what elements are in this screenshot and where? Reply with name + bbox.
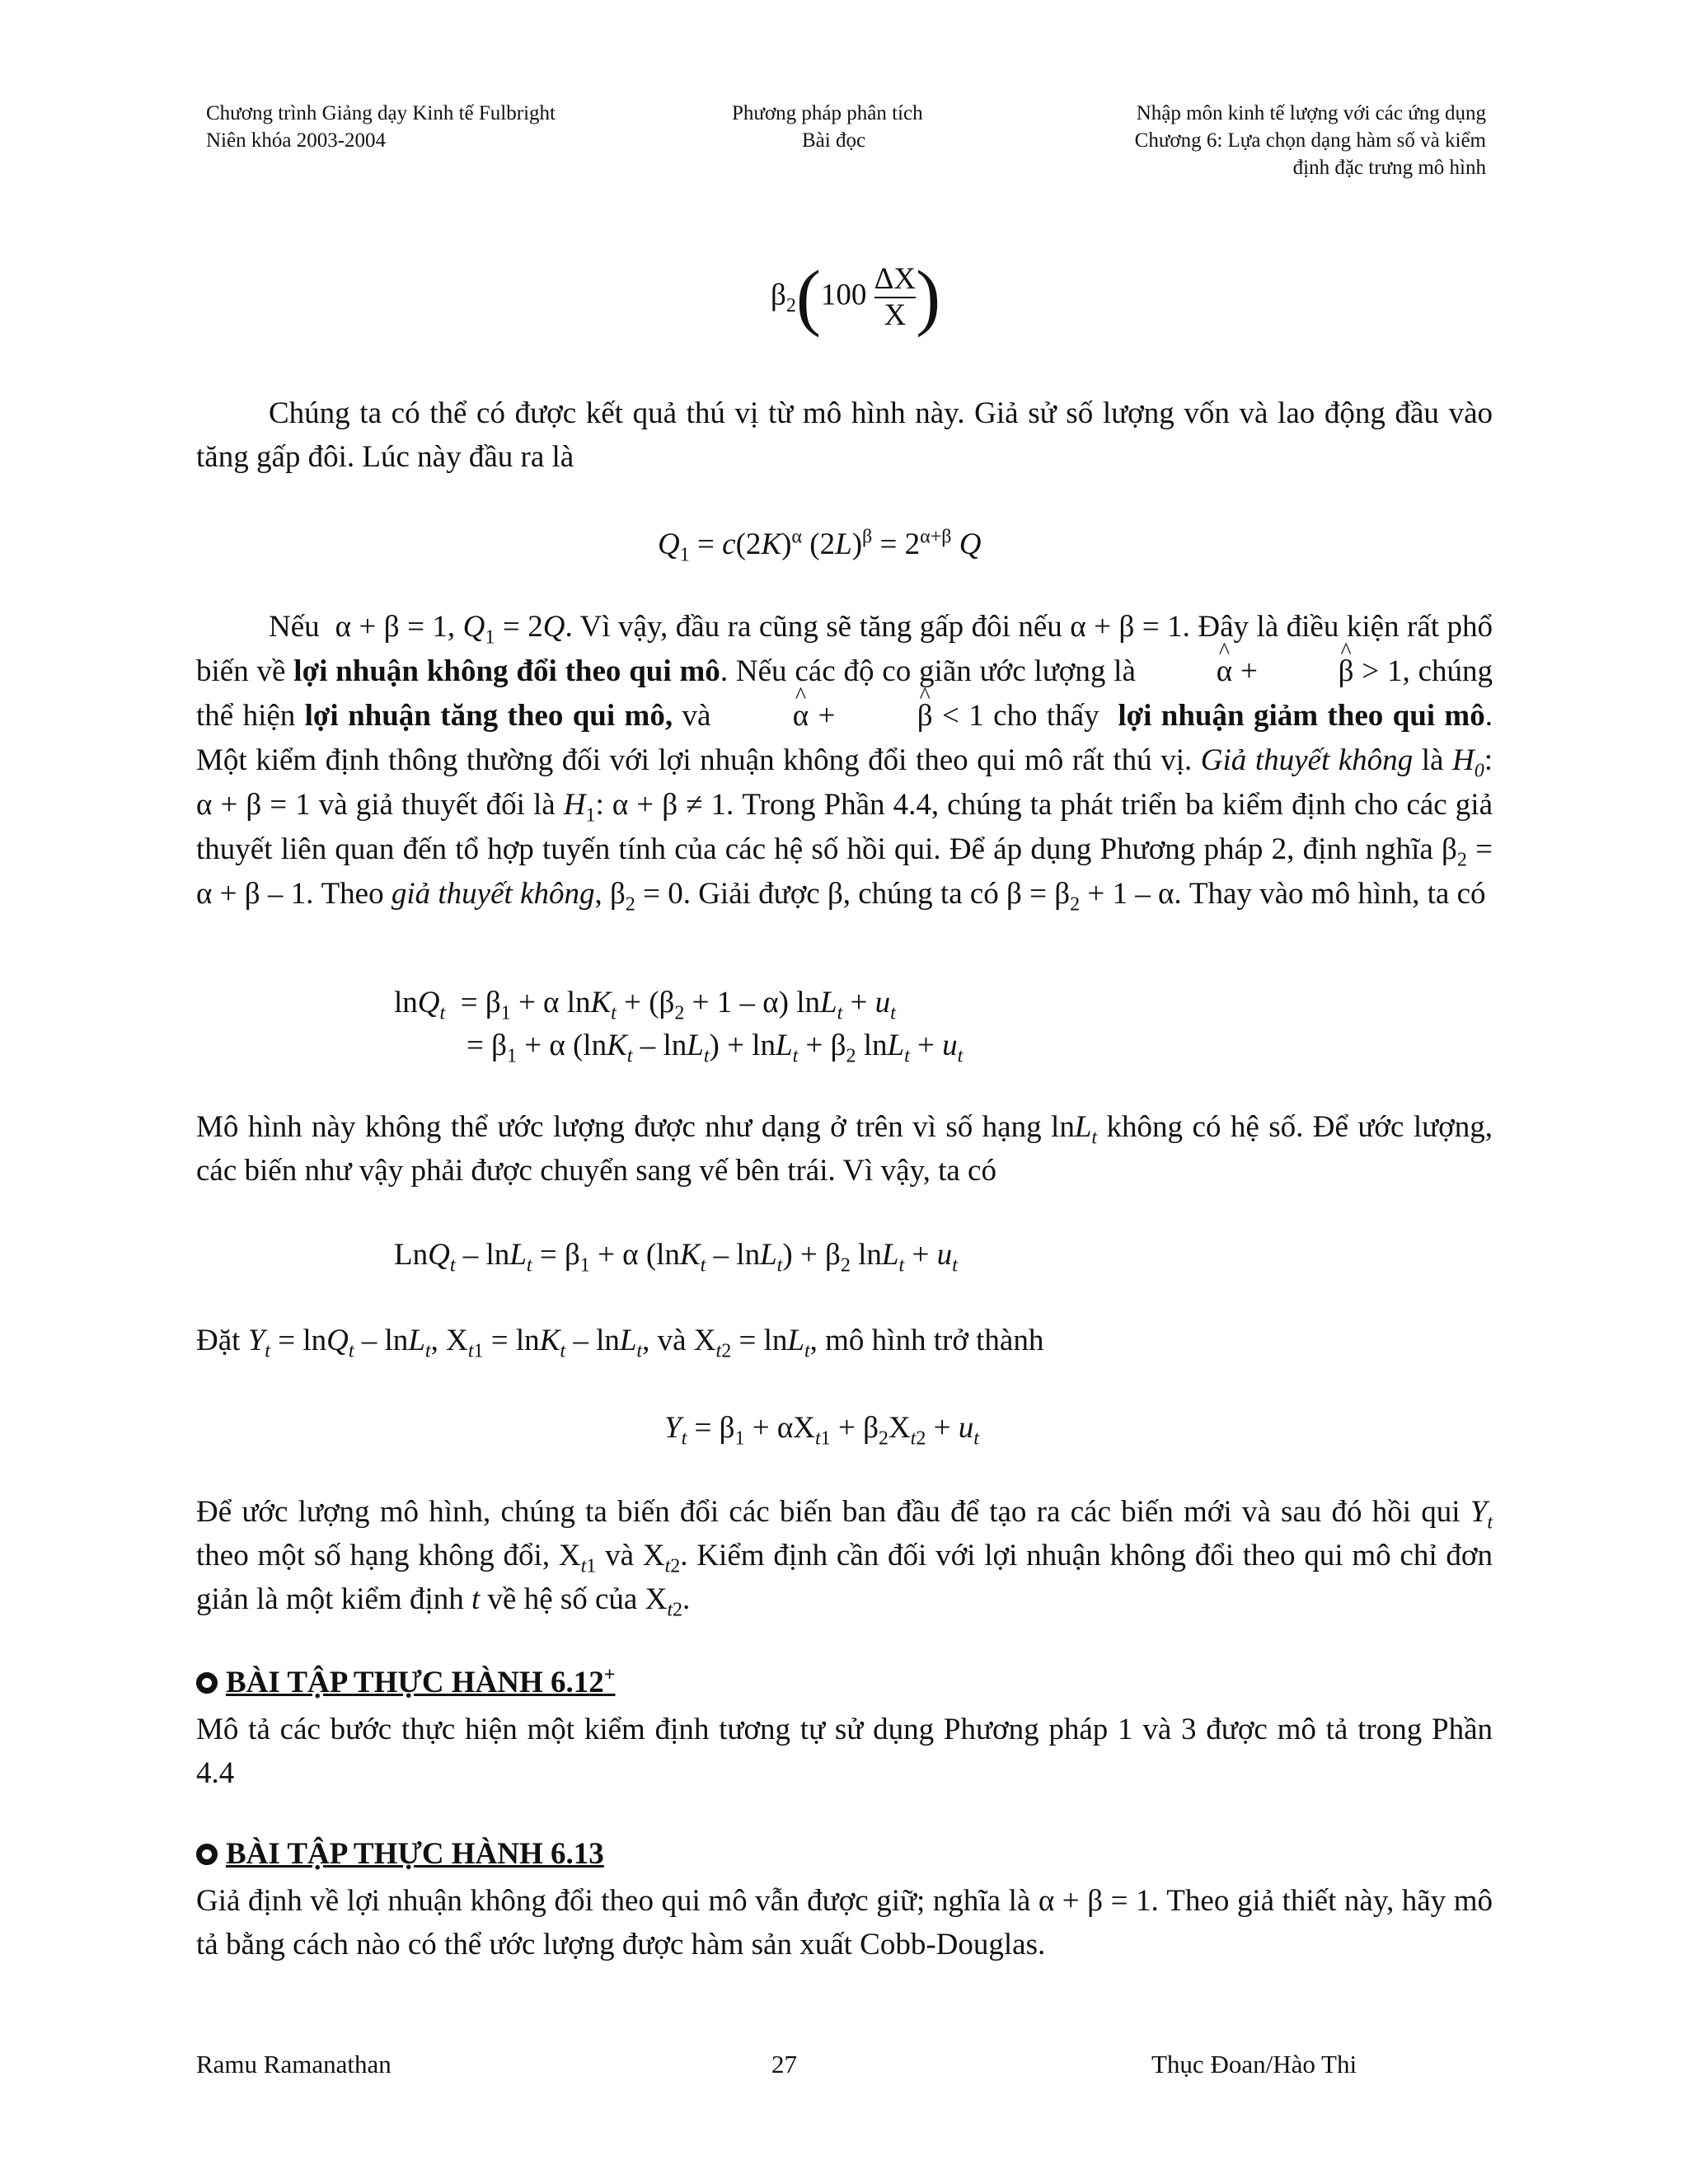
header-book: Nhập môn kinh tế lượng với các ứng dụng (1136, 102, 1486, 124)
header-reading: Bài đọc (802, 129, 866, 152)
header-program: Chương trình Giảng dạy Kinh tế Fulbright (206, 102, 556, 124)
exercise-6-13-title: BÀI TẬP THỰC HÀNH 6.13 (196, 1835, 604, 1873)
formula-beta2-percent: $\beta_2(100$ $\frac{\Delta X}{X}$ ) (771, 256, 941, 338)
formula-q1: $Q_1 = c(2K)^\alpha$ $(2L)^\beta = 2^{\alpha+\beta}$ Q (658, 526, 982, 566)
paragraph-returns-to-scale: Nếu α + β = 1, $Q_1 = 2Q$. Vì vậy, đầu ra cũng sẽ tăng gấp đôi nếu α + β = 1. Đây là điều kiện rất phổ biến về lợi nhuận không đổi theo qui mô. Nếu các độ co giãn ước lượng là ^ α + ^ β > 1, chúng thể hiện lợi nhuận tăng theo qui mô, và ^ α + ^ β < 1 cho thấy lợi nhuận giảm theo qui mô. Một kiểm định thông thường đối với lợi nhuận không đổi theo qui mô rất thú vị. Giả thuyết không là $H_0$: α + β = 1 và giả thuyết đối là $H_1$: α + β ≠ 1. Trong Phần 4.4, chúng ta phát triển ba kiểm định cho các giả thuyết liên quan đến tổ hợp tuyến tính của các hệ số hồi qui. Để áp dụng Phương pháp 2, định nghĩa $\beta_2 = \alpha + \beta - 1$. Theo giả thuyết không, $\beta_2 = 0$. Giải được β, chúng ta có $\beta = \beta_2 + 1 - \alpha$. Thay vào mô hình, ta có (196, 605, 1493, 916)
header-chapter-cont: định đặc trưng mô hình (1292, 157, 1486, 179)
formula-lnq-substitution-2: = $\beta_1 + \alpha$ $(\ln K_t - \ln L_t) + \ln L_t + \beta_2$ $\ln L_t + u_t$ (467, 1029, 964, 1067)
formula-lnq-substitution-1: $\ln Q_t = \beta_1 + \alpha$ $\ln K_t + (\beta_2 + 1 - \alpha) \ln L_t + u_t$ (394, 986, 896, 1024)
footer-translators: Thục Đoan/Hào Thi (1151, 2050, 1357, 2079)
paragraph-doubling: Chúng ta có thể có được kết quả thú vị từ mô hình này. Giả sử số lượng vốn và lao động đầu vào tăng gấp đôi. Lúc này đầu ra là (196, 396, 1493, 474)
footer-page-number: 27 (771, 2050, 797, 2079)
header-chapter: Chương 6: Lựa chọn dạng hàm số và kiểm (1134, 129, 1486, 152)
exercise-6-12-title: BÀI TẬP THỰC HÀNH 6.12+ (196, 1664, 616, 1702)
footer-author: Ramu Ramanathan (196, 2050, 392, 2079)
paragraph-move-left: Mô hình này không thể ước lượng được như dạng ở trên vì số hạng lnL$_t$ không có hệ số. Để ước lượng, các biến như vậy phải được chuyển sang vế bên trái. Vì vậy, ta có (196, 1110, 1493, 1188)
bullet-icon (196, 1844, 218, 1865)
header-method: Phương pháp phân tích (732, 102, 923, 124)
paragraph-estimation: Để ước lượng mô hình, chúng ta biến đổi các biến ban đầu để tạo ra các biến mới và sau đó hồi qui $Y_t$ theo một số hạng không đổi, $X_{t1}$ và $X_{t2}$. Kiểm định cần đối với lợi nhuận không đổi theo qui mô chỉ đơn giản là một kiểm định t về hệ số của $X_{t2}$. (196, 1495, 1493, 1621)
header-year: Niên khóa 2003-2004 (206, 129, 387, 152)
exercise-6-12-text: Mô tả các bước thực hiện một kiểm định tương tự sử dụng Phương pháp 1 và 3 được mô tả trong Phần 4.4 (196, 1713, 1493, 1790)
formula-lnq-minus-lnl: $LnQ_t - \ln L_t = \beta_1 + \alpha$ $(\ln K_t - \ln L_t) + \beta_2$ $\ln L_t + u_t$ (394, 1238, 958, 1277)
formula-transformed-model: $Y_t = \beta_1 + \alpha X_{t1} + \beta_2X_{t2} + u_t$ (664, 1411, 979, 1450)
bullet-icon (196, 1672, 218, 1694)
paragraph-define-variables: Đặt $Y_t = \ln Q_t - \ln L_t$, $X_{t1} = \ln K_t - \ln L_t$, và $X_{t2} = \ln L_t$, mô hình trở thành (196, 1324, 1044, 1362)
exercise-6-13-text: Giả định về lợi nhuận không đổi theo qui mô vẫn được giữ; nghĩa là α + β = 1. Theo giả thiết này, hãy mô tả bằng cách nào có thể ước lượng được hàm sản xuất Cobb-Douglas. (196, 1884, 1493, 1961)
